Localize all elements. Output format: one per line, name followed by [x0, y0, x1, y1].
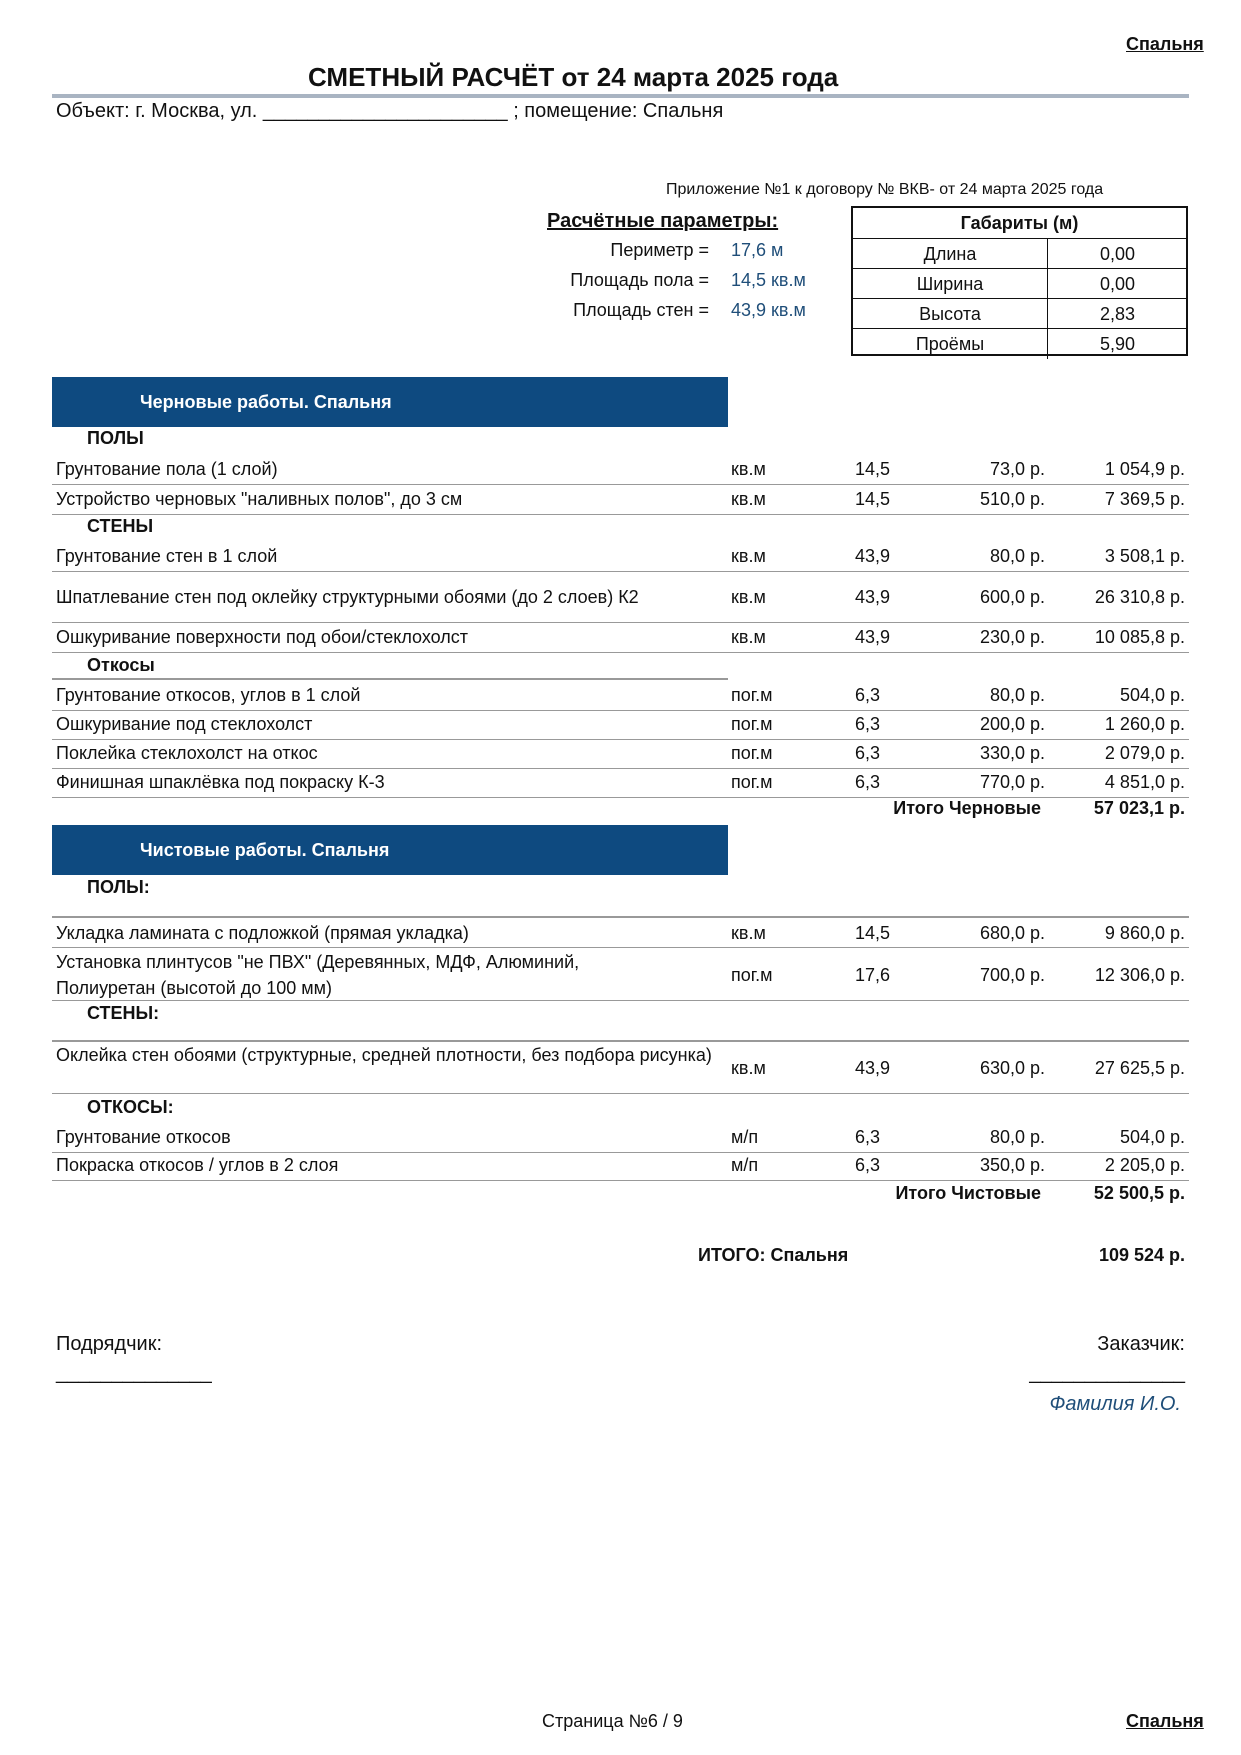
dims-row	[853, 268, 1186, 299]
corner-label-bottom: Спальня	[1126, 1711, 1204, 1731]
dims-label: Ширина	[853, 269, 1048, 299]
row-total: 3 508,1 р.	[1104, 546, 1185, 566]
rough-total-label: Итого Черновые	[893, 798, 1041, 818]
corner-label-top: Спальня	[1126, 34, 1204, 54]
row-unit: м/п	[731, 1127, 759, 1147]
row-name: Шпатлевание стен под оклейку структурными обоями (до 2 слоев) К2	[56, 587, 639, 607]
row-qty: 6,3	[855, 685, 881, 705]
finish-works-banner	[52, 825, 728, 875]
dims-row	[853, 238, 1186, 269]
row-name: Оклейка стен обоями (структурные, средней плотности, без подбора рисунка)	[56, 1045, 712, 1065]
row-qty: 6,3	[855, 772, 881, 792]
table-row	[52, 740, 1189, 769]
row-total: 26 310,8 р.	[1094, 587, 1185, 607]
table-row	[52, 1152, 1189, 1181]
row-total: 1 260,0 р.	[1104, 714, 1185, 734]
rough-total-value: 57 023,1 р.	[1093, 798, 1185, 818]
param-value-perimeter: 17,6 м	[731, 240, 784, 260]
row-name: Устройство черновых "наливных полов", до 3 см	[56, 489, 463, 509]
finish-works-banner-label: Чистовые работы. Спальня	[140, 840, 390, 860]
table-row	[52, 949, 1189, 1001]
page-number: Страница №6 / 9	[542, 1711, 683, 1731]
row-name: Грунтование стен в 1 слой	[56, 546, 278, 566]
row-total: 504,0 р.	[1119, 1127, 1185, 1147]
table-row	[52, 769, 1189, 798]
page-title: СМЕТНЫЙ РАСЧЁТ от 24 марта 2025 года	[308, 62, 839, 92]
customer-label: Заказчик:	[1097, 1333, 1185, 1355]
row-unit: кв.м	[731, 587, 766, 607]
row-unit: пог.м	[731, 685, 773, 705]
dims-label: Проёмы	[853, 329, 1048, 359]
row-total: 10 085,8 р.	[1094, 627, 1185, 647]
table-row	[52, 456, 1189, 485]
param-value-wall-area: 43,9 кв.м	[731, 300, 806, 320]
rough-works-banner-label: Черновые работы. Спальня	[140, 392, 392, 412]
row-unit: пог.м	[731, 743, 773, 763]
dims-value: 0,00	[1099, 274, 1136, 294]
row-price: 80,0 р.	[989, 1127, 1045, 1147]
appendix-line: Приложение №1 к договору № ВКВ- от 24 марта 2025 года	[666, 181, 1104, 198]
row-unit: кв.м	[731, 1058, 766, 1078]
param-value-floor-area: 14,5 кв.м	[731, 270, 806, 290]
row-total: 9 860,0 р.	[1104, 923, 1185, 943]
finish-sub-walls: СТЕНЫ:	[87, 1003, 160, 1023]
row-price: 80,0 р.	[989, 685, 1045, 705]
table-row	[52, 682, 1189, 711]
row-qty: 6,3	[855, 743, 881, 763]
dims-value: 5,90	[1099, 334, 1136, 354]
rough-sub-floors: ПОЛЫ	[87, 428, 144, 448]
row-total: 4 851,0 р.	[1104, 772, 1185, 792]
row-qty: 43,9	[855, 546, 891, 566]
row-qty: 43,9	[855, 627, 891, 647]
table-row	[52, 711, 1189, 740]
row-total: 12 306,0 р.	[1094, 965, 1185, 985]
customer-name: Фамилия И.О.	[1049, 1393, 1181, 1415]
row-total: 2 079,0 р.	[1104, 743, 1185, 763]
row-unit: кв.м	[731, 627, 766, 647]
row-price: 680,0 р.	[979, 923, 1045, 943]
param-label-perimeter: Периметр =	[610, 240, 709, 260]
row-unit: кв.м	[731, 459, 766, 479]
row-qty: 14,5	[855, 923, 891, 943]
row-unit: кв.м	[731, 489, 766, 509]
row-total: 7 369,5 р.	[1104, 489, 1185, 509]
row-name: Установка плинтусов "не ПВХ" (Деревянных, МДФ, Алюминий, Полиуретан (высотой до 100 мм)	[56, 952, 580, 998]
grand-total-label: ИТОГО: Спальня	[698, 1245, 849, 1265]
dims-title: Габариты (м)	[960, 213, 1079, 233]
row-name: Укладка ламината с подложкой (прямая укладка)	[56, 923, 469, 943]
row-unit: пог.м	[731, 965, 773, 985]
row-price: 73,0 р.	[989, 459, 1045, 479]
row-qty: 14,5	[855, 489, 891, 509]
row-name: Грунтование откосов	[56, 1127, 231, 1147]
row-total: 2 205,0 р.	[1104, 1155, 1185, 1175]
row-price: 630,0 р.	[979, 1058, 1045, 1078]
row-price: 200,0 р.	[979, 714, 1045, 734]
table-row	[52, 918, 1189, 948]
table-row	[52, 1124, 1189, 1153]
table-row	[52, 624, 1189, 653]
row-price: 80,0 р.	[989, 546, 1045, 566]
row-name: Грунтование откосов, углов в 1 слой	[56, 685, 361, 705]
row-price: 770,0 р.	[979, 772, 1045, 792]
rough-sub-walls: СТЕНЫ	[87, 516, 154, 536]
slopes-rule	[52, 678, 728, 680]
row-qty: 6,3	[855, 1155, 881, 1175]
table-row	[52, 486, 1189, 515]
row-qty: 14,5	[855, 459, 891, 479]
table-row	[52, 1042, 1189, 1094]
dims-header-row	[853, 208, 1186, 238]
row-qty: 6,3	[855, 1127, 881, 1147]
row-price: 230,0 р.	[979, 627, 1045, 647]
dims-label: Высота	[853, 299, 1048, 329]
row-price: 330,0 р.	[979, 743, 1045, 763]
dimensions-table	[851, 206, 1188, 356]
row-unit: пог.м	[731, 714, 773, 734]
row-name: Ошкуривание под стеклохолст	[56, 714, 313, 734]
row-price: 350,0 р.	[979, 1155, 1045, 1175]
row-total: 504,0 р.	[1119, 685, 1185, 705]
grand-total-value: 109 524 р.	[1098, 1245, 1185, 1265]
dims-value: 2,83	[1099, 304, 1136, 324]
contractor-label: Подрядчик:	[56, 1333, 163, 1355]
param-label-wall-area: Площадь стен =	[573, 300, 709, 320]
customer-signature-line: ______________	[1029, 1362, 1185, 1384]
row-qty: 17,6	[855, 965, 891, 985]
contractor-signature-line: ______________	[56, 1362, 212, 1384]
row-unit: кв.м	[731, 923, 766, 943]
finish-sub-floors: ПОЛЫ:	[87, 877, 150, 897]
row-total: 27 625,5 р.	[1094, 1058, 1185, 1078]
finish-total-value: 52 500,5 р.	[1093, 1183, 1185, 1203]
row-price: 700,0 р.	[979, 965, 1045, 985]
finish-sub-slopes: ОТКОСЫ:	[87, 1097, 174, 1117]
rough-works-banner	[52, 377, 728, 427]
row-name: Финишная шпаклёвка под покраску К-3	[56, 772, 385, 792]
row-name: Поклейка стеклохолст на откос	[56, 743, 318, 763]
row-unit: пог.м	[731, 772, 773, 792]
row-unit: м/п	[731, 1155, 759, 1175]
table-row	[52, 543, 1189, 572]
dims-value: 0,00	[1099, 244, 1136, 264]
table-row	[52, 573, 1189, 623]
row-qty: 43,9	[855, 1058, 891, 1078]
row-price: 510,0 р.	[979, 489, 1045, 509]
row-name: Покраска откосов / углов в 2 слоя	[56, 1155, 339, 1175]
row-name: Ошкуривание поверхности под обои/стеклохолст	[56, 627, 469, 647]
row-price: 600,0 р.	[979, 587, 1045, 607]
row-name: Грунтование пола (1 слой)	[56, 459, 278, 479]
dims-row	[853, 328, 1186, 359]
object-line: Объект: г. Москва, ул. ______________________ ; помещение: Спальня	[56, 100, 724, 122]
finish-total-label: Итого Чистовые	[895, 1183, 1041, 1203]
title-rule	[52, 94, 1189, 98]
row-qty: 43,9	[855, 587, 891, 607]
dims-label: Длина	[853, 239, 1048, 269]
params-title: Расчётные параметры:	[547, 210, 779, 232]
rough-sub-slopes: Откосы	[87, 655, 155, 675]
row-qty: 6,3	[855, 714, 881, 734]
row-total: 1 054,9 р.	[1104, 459, 1185, 479]
dims-row	[853, 298, 1186, 329]
param-label-floor-area: Площадь пола =	[570, 270, 709, 290]
row-unit: кв.м	[731, 546, 766, 566]
